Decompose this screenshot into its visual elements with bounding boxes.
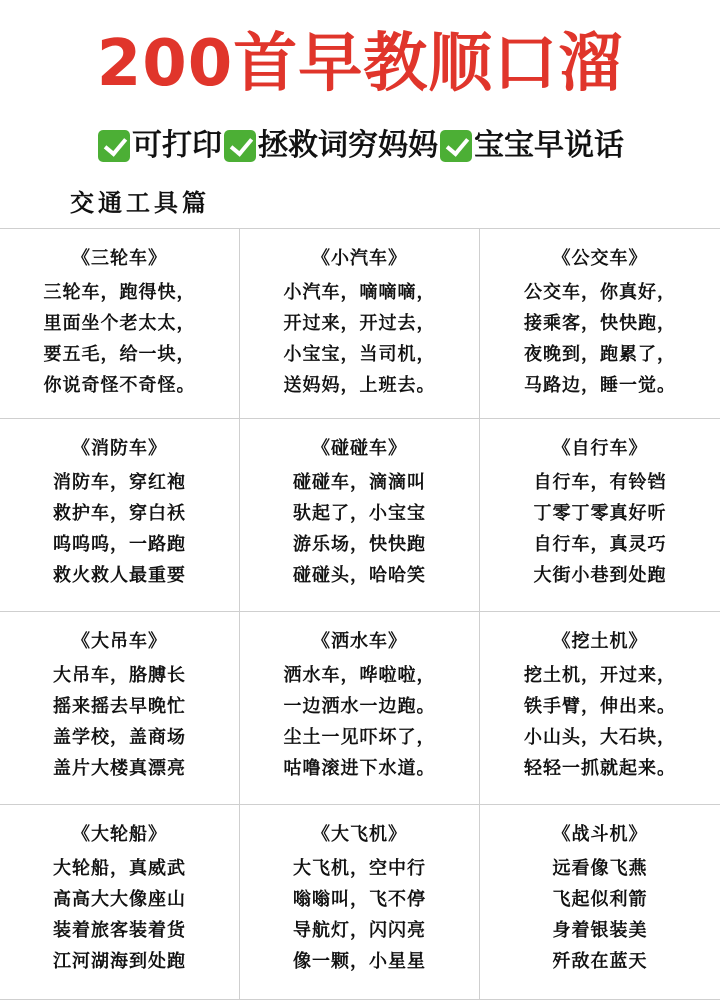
- poem-card: [0, 419, 240, 612]
- poem-line: 救护车，穿白袄: [53, 503, 186, 524]
- poem-line: 小山头，大石块，: [524, 727, 676, 748]
- poem-line: 大街小巷到处跑: [533, 565, 667, 586]
- poem-card: [240, 612, 480, 805]
- check-icon: [98, 130, 130, 162]
- poem-line: 摇来摇去早晚忙: [53, 696, 186, 717]
- poem-line: 大吊车，胳膊长: [53, 665, 186, 686]
- poem-line: 铁手臂，伸出来。: [524, 696, 676, 717]
- poem-line: 咕噜滚进下水道。: [283, 758, 436, 779]
- check-icon: [440, 130, 472, 162]
- poem-line: 装着旅客装着货: [53, 920, 186, 941]
- poem-line: 碰碰头，哈哈笑: [293, 565, 426, 586]
- section-title: 交通工具篇: [70, 188, 210, 217]
- poem-line: 高高大大像座山: [53, 889, 186, 910]
- poem-line: 呜呜呜，一路跑: [53, 534, 186, 555]
- poem-title: 《公交车》: [552, 248, 648, 269]
- poem-line: 小汽车，嘀嘀嘀，: [283, 282, 436, 303]
- poem-card: [480, 805, 720, 1000]
- poem-title: 《小汽车》: [312, 248, 407, 269]
- poem-line: 盖学校，盖商场: [53, 727, 186, 748]
- poem-line: 导航灯，闪闪亮: [293, 920, 426, 941]
- poem-title: 《消防车》: [72, 438, 167, 459]
- poem-line: 救火救人最重要: [53, 565, 186, 586]
- poem-title: 《大飞机》: [312, 824, 407, 845]
- poem-line: 你说奇怪不奇怪。: [43, 375, 196, 396]
- poem-title: 《战斗机》: [552, 824, 648, 845]
- poem-line: 像一颗，小星星: [293, 951, 426, 972]
- poem-line: 夜晚到，跑累了，: [524, 344, 676, 365]
- subtitle-part: 可打印: [132, 128, 222, 163]
- poem-line: 游乐场，快快跑: [293, 534, 426, 555]
- poem-card: [240, 805, 480, 1000]
- poem-title: 《挖土机》: [552, 631, 648, 652]
- poem-line: 尘土一见吓坏了，: [283, 727, 436, 748]
- subtitle-part: 拯救词穷妈妈: [258, 128, 438, 163]
- poem-line: 挖土机，开过来，: [524, 665, 676, 686]
- poem-line: 要五毛，给一块，: [43, 344, 196, 365]
- poem-line: 轻轻一抓就起来。: [524, 758, 676, 779]
- poem-line: 洒水车，哗啦啦，: [283, 665, 436, 686]
- poem-line: 自行车，有铃铛: [533, 472, 667, 493]
- poem-title: 《大吊车》: [72, 631, 167, 652]
- poem-title: 《洒水车》: [312, 631, 407, 652]
- subtitle-part: 宝宝早说话: [474, 128, 624, 163]
- poem-line: 碰碰车，滴滴叫: [293, 472, 426, 493]
- poem-title: 《碰碰车》: [312, 438, 407, 459]
- poem-card: [0, 612, 240, 805]
- poem-line: 大飞机，空中行: [293, 858, 426, 879]
- poem-card: [0, 805, 240, 1000]
- poem-line: 消防车，穿红袍: [53, 472, 186, 493]
- poem-line: 小宝宝，当司机，: [283, 344, 436, 365]
- poem-line: 送妈妈，上班去。: [283, 375, 436, 396]
- poem-line: 公交车，你真好，: [524, 282, 676, 303]
- poem-line: 身着银装美: [552, 920, 648, 941]
- poem-grid: [0, 228, 720, 999]
- poem-line: 嗡嗡叫，飞不停: [293, 889, 426, 910]
- poem-card: [480, 229, 720, 419]
- poem-line: 接乘客，快快跑，: [524, 313, 676, 334]
- poem-title: 《三轮车》: [72, 248, 167, 269]
- poem-line: 自行车，真灵巧: [533, 534, 667, 555]
- poem-title: 《大轮船》: [72, 824, 167, 845]
- poem-card: [480, 612, 720, 805]
- poem-title: 《自行车》: [552, 438, 648, 459]
- poem-line: 江河湖海到处跑: [53, 951, 186, 972]
- subtitle-bar: [0, 120, 720, 172]
- poem-line: 大轮船，真威武: [53, 858, 186, 879]
- poem-line: 盖片大楼真漂亮: [53, 758, 186, 779]
- poem-line: 丁零丁零真好听: [533, 503, 667, 524]
- poem-card: [240, 419, 480, 612]
- poem-card: [480, 419, 720, 612]
- poem-card: [240, 229, 480, 419]
- poem-line: 驮起了，小宝宝: [293, 503, 426, 524]
- page-title: 200首早教顺口溜: [96, 27, 624, 101]
- poem-line: 三轮车，跑得快，: [43, 282, 196, 303]
- poem-card: [0, 229, 240, 419]
- poem-line: 马路边，睡一觉。: [524, 375, 676, 396]
- poem-line: 一边洒水一边跑。: [283, 696, 436, 717]
- poem-line: 飞起似利箭: [552, 889, 648, 910]
- poem-line: 开过来，开过去，: [283, 313, 436, 334]
- check-icon: [224, 130, 256, 162]
- poem-line: 远看像飞燕: [552, 858, 648, 879]
- poem-line: 歼敌在蓝天: [552, 951, 648, 972]
- poem-line: 里面坐个老太太，: [43, 313, 196, 334]
